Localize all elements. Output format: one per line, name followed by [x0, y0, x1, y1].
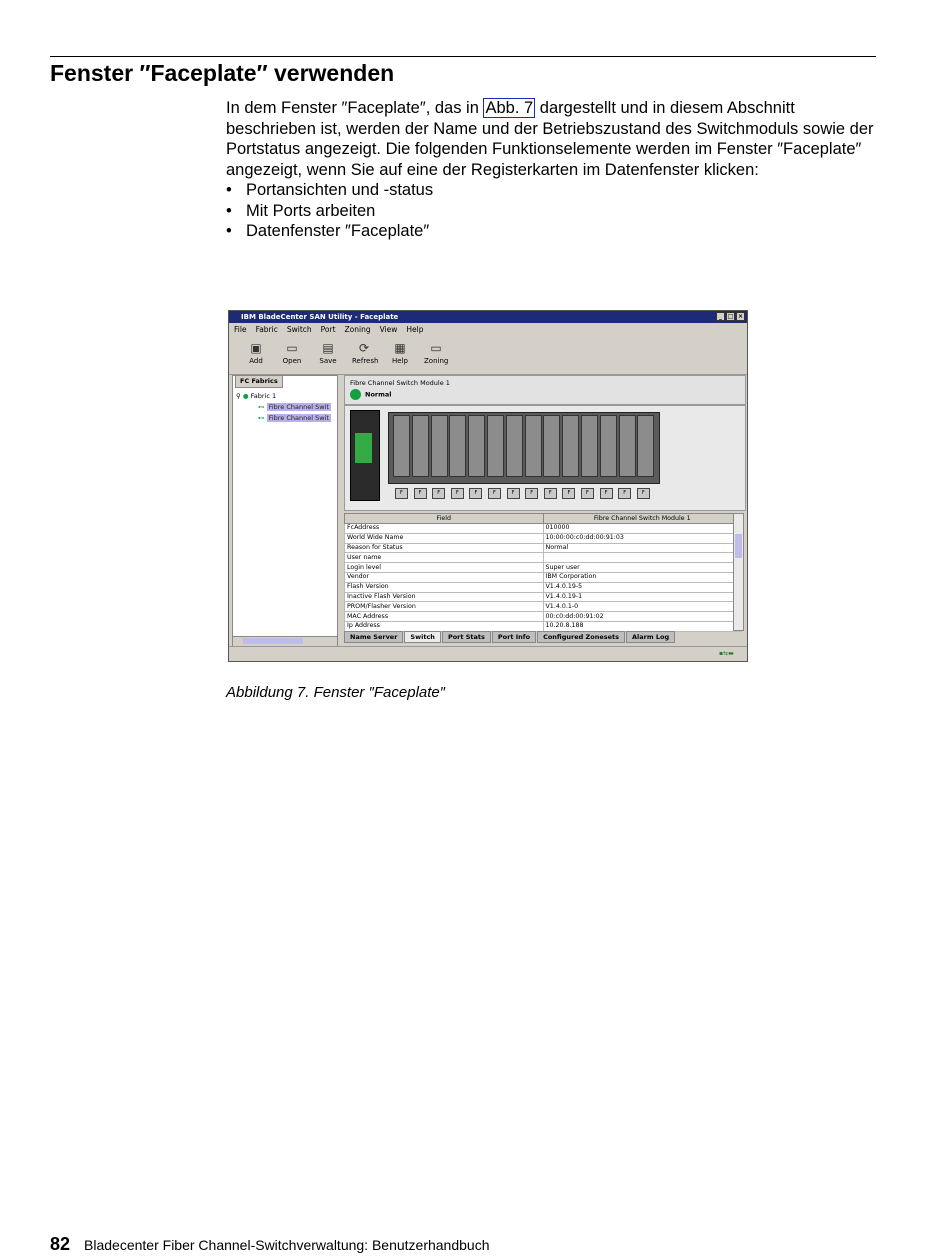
tab-name-server[interactable]: Name Server: [344, 631, 403, 643]
value-cell: 10.20.8.188: [543, 621, 742, 631]
menu-help[interactable]: Help: [406, 325, 424, 334]
port-status-button[interactable]: F: [525, 488, 538, 499]
value-cell: 10:00:00:c0:dd:00:91:03: [543, 533, 742, 543]
scroll-thumb[interactable]: [735, 534, 742, 558]
add-icon: ▣: [250, 341, 262, 355]
port-bay[interactable]: [487, 415, 504, 477]
bullet-icon: •: [226, 201, 232, 220]
port-status-button[interactable]: F: [562, 488, 575, 499]
fabric-tree: [236, 391, 331, 424]
port-bay[interactable]: [506, 415, 523, 477]
value-cell: Super user: [543, 563, 742, 573]
port-status-button[interactable]: F: [637, 488, 650, 499]
menu-view[interactable]: View: [379, 325, 398, 334]
value-cell: Normal: [543, 543, 742, 553]
toolbar: [229, 336, 747, 375]
port-status-button[interactable]: F: [544, 488, 557, 499]
field-cell: Login level: [345, 563, 544, 573]
intro-text-end: dargestellt und in diesem Abschnitt beschrieben ist, werden der Name und der Betriebszustand des Switchmoduls sowie der Portstatus angezeigt. Die folgenden Funktionselemente werden im Fenster ″Faceplate″ angezeigt, wenn Sie auf eine der Registerkarten im Datenfenster klicken:: [226, 99, 874, 179]
port-status-button[interactable]: F: [432, 488, 445, 499]
fabric-tree-pane: [232, 375, 338, 647]
section-rule: [50, 56, 876, 57]
port-status-button[interactable]: F: [488, 488, 501, 499]
tab-port-info[interactable]: Port Info: [492, 631, 536, 643]
table-row[interactable]: [345, 602, 742, 612]
table-row[interactable]: [345, 563, 742, 573]
port-status-button[interactable]: F: [618, 488, 631, 499]
table-row[interactable]: [345, 612, 742, 622]
management-module: [350, 410, 380, 501]
field-cell: Reason for Status: [345, 543, 544, 553]
table-row[interactable]: [345, 543, 742, 553]
column-header-field[interactable]: Field: [345, 514, 544, 524]
port-status-button[interactable]: F: [414, 488, 427, 499]
status-bar: [229, 646, 747, 661]
tab-fc-fabrics[interactable]: FC Fabrics: [235, 375, 283, 388]
save-icon: ▤: [322, 341, 334, 355]
section-title: Fenster ″Faceplate″ verwenden: [50, 60, 395, 86]
menu-fabric[interactable]: Fabric: [255, 325, 278, 334]
port-status-button[interactable]: F: [469, 488, 482, 499]
faceplate-pane: [344, 375, 746, 645]
feature-list: [226, 180, 878, 242]
switch-faceplate-graphic: [344, 405, 746, 511]
figure-caption: Abbildung 7. Fenster ″Faceplate″: [226, 684, 446, 701]
intro-paragraph: [226, 98, 878, 180]
scroll-thumb[interactable]: [243, 638, 303, 644]
menu-file[interactable]: File: [234, 325, 247, 334]
switch-status: Normal: [365, 390, 392, 399]
menu-zoning[interactable]: Zoning: [344, 325, 371, 334]
page-number: 82: [50, 1234, 71, 1254]
value-cell: [543, 553, 742, 563]
port-status-button[interactable]: F: [581, 488, 594, 499]
field-cell: Ip Address: [345, 621, 544, 631]
value-cell: V1.4.0.1-0: [543, 602, 742, 612]
port-bay[interactable]: [393, 415, 410, 477]
module-led-panel: [355, 433, 372, 463]
port-bay[interactable]: [449, 415, 466, 477]
window-titlebar: [229, 311, 747, 323]
field-cell: PROM/Flasher Version: [345, 602, 544, 612]
figure-reference-link[interactable]: Abb. 7: [485, 99, 534, 117]
refresh-icon: ⟳: [358, 341, 370, 355]
port-bay[interactable]: [468, 415, 485, 477]
save-button[interactable]: ▤ Save: [316, 339, 340, 374]
table-row[interactable]: [345, 524, 742, 534]
menu-bar: [229, 323, 747, 336]
port-bay[interactable]: [600, 415, 617, 477]
list-item: • Portansichten und -status: [226, 181, 434, 199]
switch-icon: ⊷: [258, 414, 265, 422]
value-cell: 00:c0:dd:00:91:02: [543, 612, 742, 622]
tab-alarm-log[interactable]: Alarm Log: [626, 631, 675, 643]
data-window-tabs: [344, 631, 675, 643]
table-row[interactable]: [345, 592, 742, 602]
port-bay[interactable]: [543, 415, 560, 477]
page-footer: [50, 1234, 490, 1255]
refresh-button[interactable]: ⟳ Refresh: [352, 341, 379, 365]
switch-icon: ⊷: [258, 403, 265, 411]
value-cell: V1.4.0.19-5: [543, 582, 742, 592]
maximize-icon[interactable]: □: [727, 313, 734, 320]
switch-properties-table: [344, 513, 742, 632]
table-row[interactable]: [345, 621, 742, 631]
field-cell: World Wide Name: [345, 533, 544, 543]
menu-port[interactable]: Port: [320, 325, 336, 334]
port-bay[interactable]: [619, 415, 636, 477]
port-bay[interactable]: [431, 415, 448, 477]
expand-icon[interactable]: ⚲: [236, 392, 241, 400]
zoning-icon: ▭: [430, 341, 442, 355]
field-cell: FcAddress: [345, 524, 544, 534]
port-bay[interactable]: [562, 415, 579, 477]
tree-item-fabric[interactable]: ⚲ ● Fabric 1: [236, 392, 277, 400]
close-icon[interactable]: ×: [737, 313, 744, 320]
column-header-switch[interactable]: Fibre Channel Switch Module 1: [543, 514, 742, 524]
field-cell: Inactive Flash Version: [345, 592, 544, 602]
switch-header: [344, 375, 746, 405]
table-row[interactable]: [345, 572, 742, 582]
list-item: • Mit Ports arbeiten: [226, 201, 376, 220]
connection-icon: ▪⇆▬: [719, 650, 734, 657]
port-bay[interactable]: [637, 415, 654, 477]
intro-text-start: In dem Fenster ″Faceplate″, das in: [226, 99, 479, 117]
vertical-scrollbar[interactable]: [733, 513, 744, 631]
open-button[interactable]: ▭ Open: [280, 339, 304, 374]
status-led-icon: [350, 389, 361, 400]
port-bay[interactable]: [581, 415, 598, 477]
value-cell: 010000: [543, 524, 742, 534]
help-icon: ▦: [394, 341, 406, 355]
port-status-button[interactable]: F: [507, 488, 520, 499]
table-row[interactable]: [345, 533, 742, 543]
list-item: • Datenfenster ″Faceplate″: [226, 222, 430, 240]
minimize-icon[interactable]: _: [716, 312, 725, 321]
section-body: [226, 98, 878, 242]
port-status-button[interactable]: F: [395, 488, 408, 499]
table-row[interactable]: [345, 582, 742, 592]
port-bay[interactable]: [412, 415, 429, 477]
open-icon: ▭: [286, 341, 298, 355]
bullet-icon: •: [226, 181, 232, 199]
horizontal-scrollbar[interactable]: [233, 636, 337, 646]
tree-item-switch-1[interactable]: ⊷ Fibre Channel Swit: [258, 403, 329, 411]
field-cell: MAC Address: [345, 612, 544, 622]
port-bay[interactable]: [525, 415, 542, 477]
field-cell: Flash Version: [345, 582, 544, 592]
field-cell: User name: [345, 553, 544, 563]
port-bays: [388, 412, 660, 484]
tab-configured-zonesets[interactable]: Configured Zonesets: [537, 631, 625, 643]
help-button[interactable]: ▦ Help: [388, 339, 412, 374]
value-cell: V1.4.0.19-1: [543, 592, 742, 602]
port-status-button[interactable]: F: [451, 488, 464, 499]
value-cell: IBM Corporation: [543, 572, 742, 582]
tree-item-switch-2[interactable]: ⊷ Fibre Channel Swit: [258, 414, 329, 422]
table-row[interactable]: [345, 553, 742, 563]
port-status-button[interactable]: F: [600, 488, 613, 499]
tab-switch[interactable]: Switch: [404, 631, 441, 643]
switch-name: Fibre Channel Switch Module 1: [350, 379, 450, 387]
window-title: IBM BladeCenter SAN Utility - Faceplate: [241, 313, 399, 321]
add-button[interactable]: ▣ Add: [244, 339, 268, 374]
fabric-icon: ●: [242, 392, 249, 400]
menu-switch[interactable]: Switch: [286, 325, 312, 334]
zoning-button[interactable]: ▭ Zoning: [424, 341, 449, 365]
faceplate-window-screenshot: [228, 310, 748, 662]
bullet-icon: •: [226, 222, 232, 240]
field-cell: Vendor: [345, 572, 544, 582]
book-title: Bladecenter Fiber Channel-Switchverwaltung: Benutzerhandbuch: [84, 1237, 490, 1253]
tab-port-stats[interactable]: Port Stats: [442, 631, 491, 643]
